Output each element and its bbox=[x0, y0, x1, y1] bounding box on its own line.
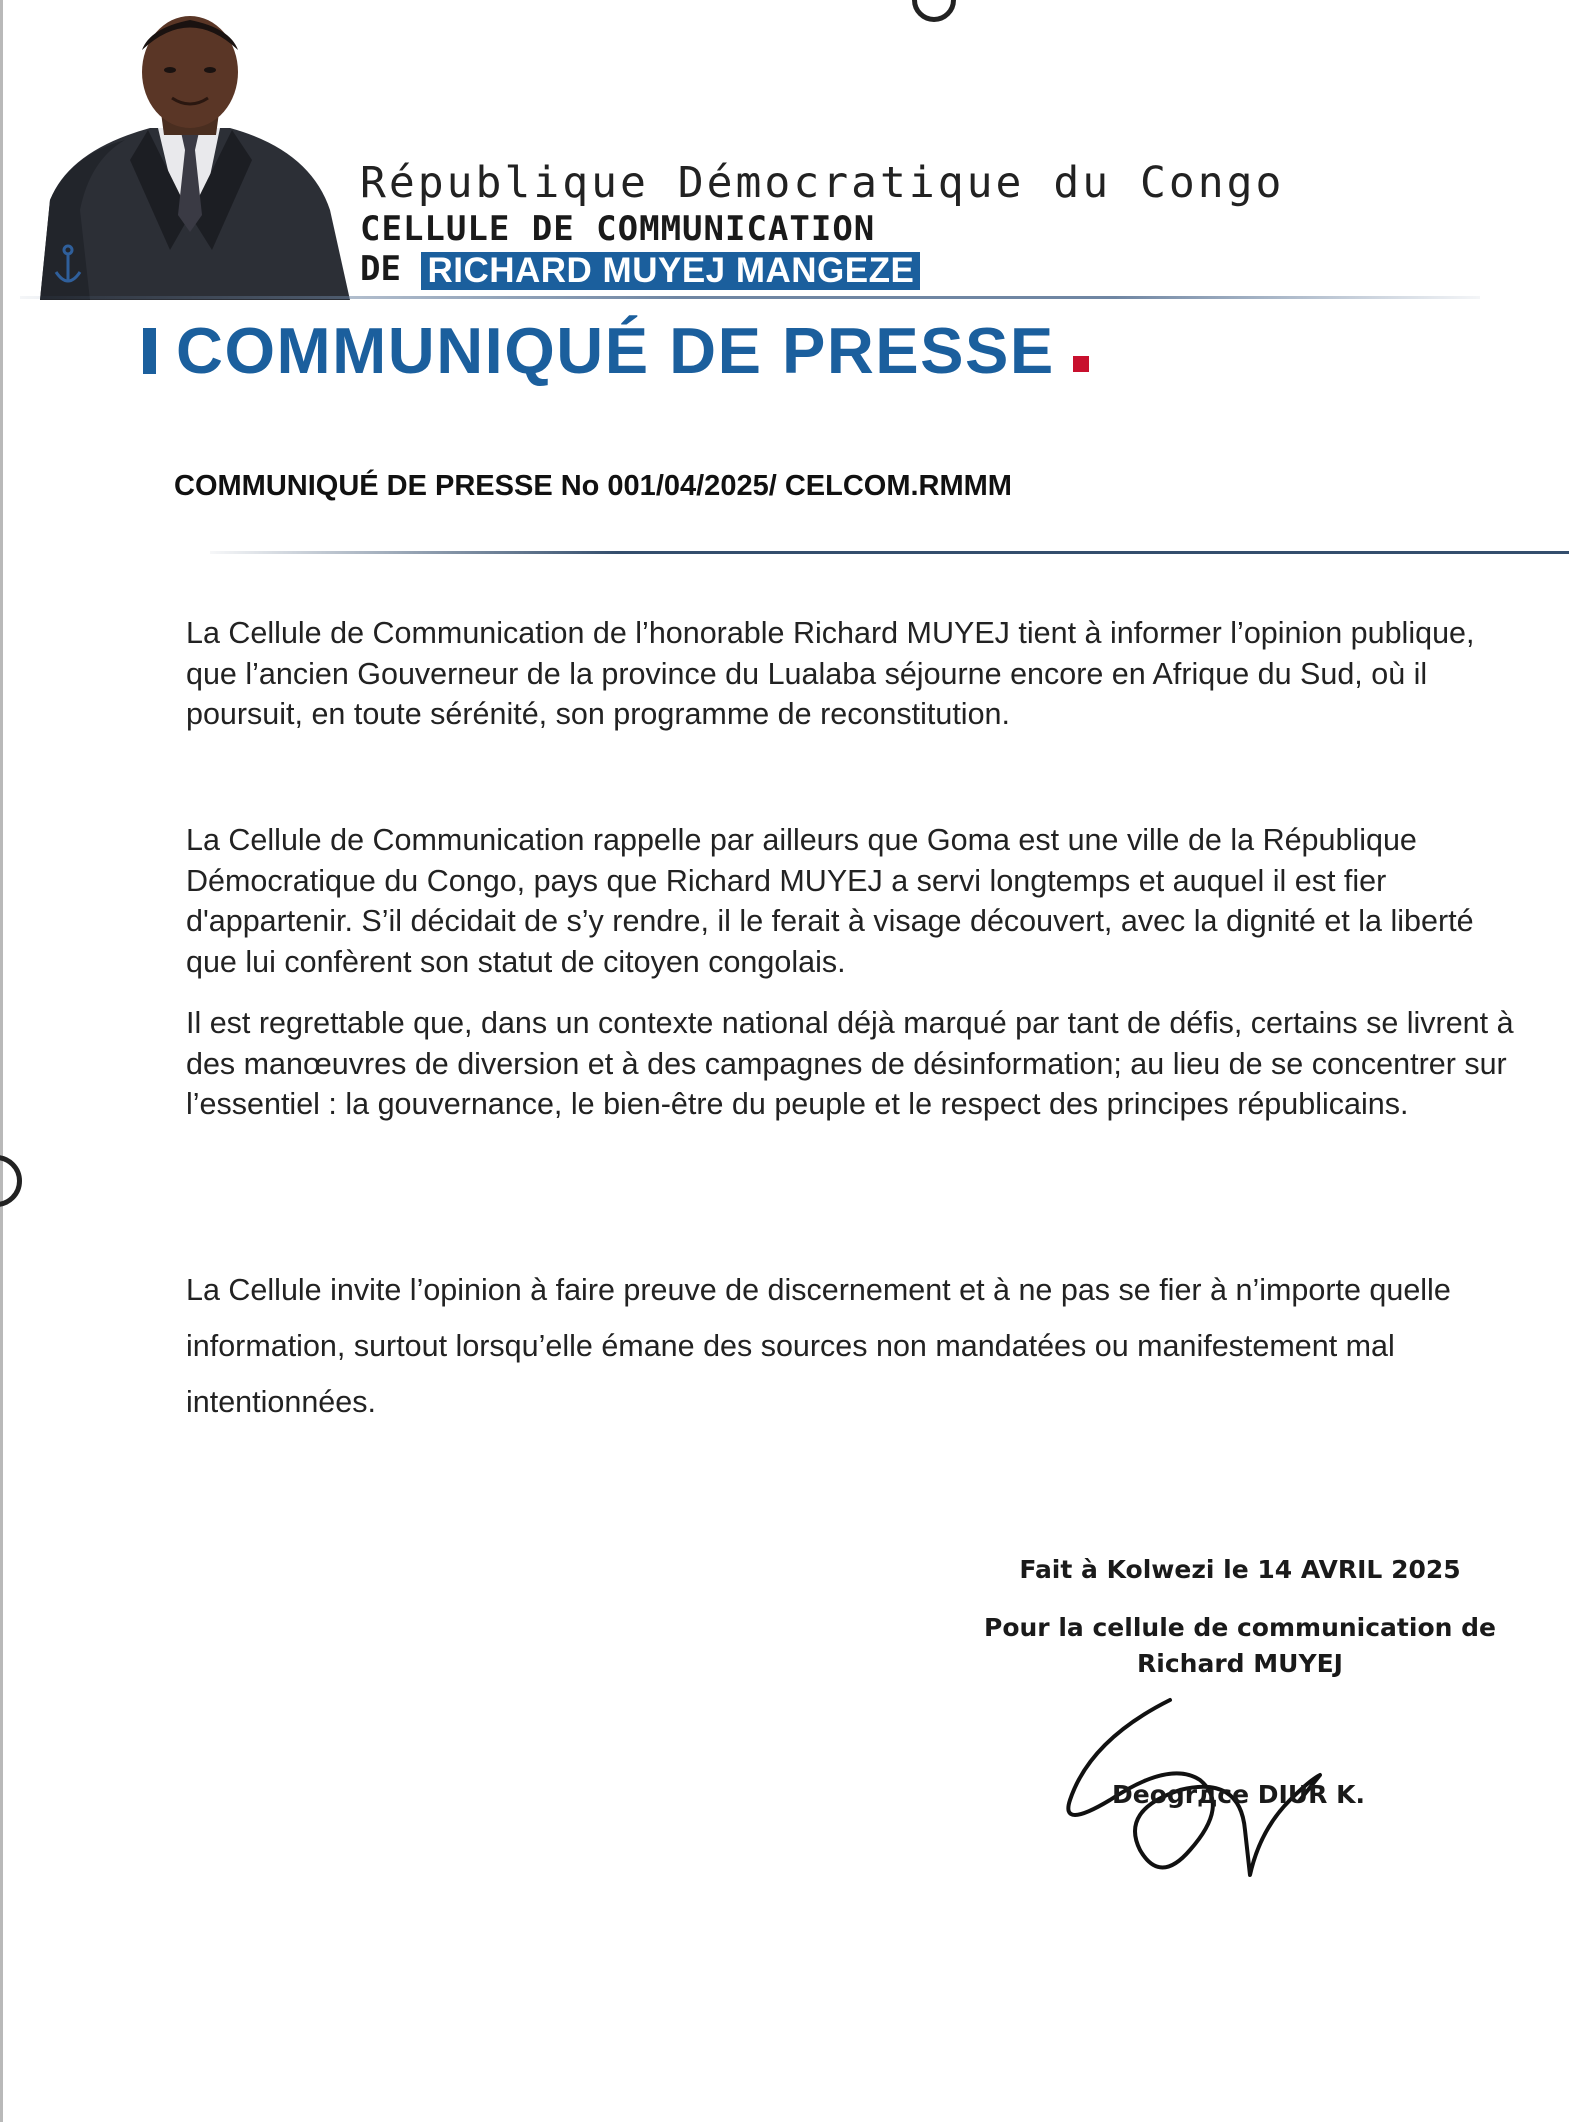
on-behalf-of bbox=[940, 1610, 1540, 1682]
portrait-photo bbox=[30, 10, 350, 300]
person-name-badge: RICHARD MUYEJ MANGEZE bbox=[421, 252, 920, 290]
letterhead bbox=[360, 157, 1520, 290]
reference-number: COMMUNIQUÉ DE PRESSE No 001/04/2025/ CELCOM.RMMM bbox=[174, 470, 1012, 502]
headline-row bbox=[143, 315, 1089, 387]
de-prefix: DE bbox=[360, 249, 401, 289]
paragraph: La Cellule de Communication rappelle par ailleurs que Goma est une ville de la République Démocratique du Congo, pays que Richard MUYEJ a servi longtemps et auquel il est fier d'appartenir. S’il décidait de s’y rendre, il le ferait à visage découvert, avec la dignité et la liberté que lui confèrent son statut de citoyen congolais. bbox=[186, 823, 1474, 979]
punch-hole-left bbox=[0, 1155, 22, 1207]
unit-title: CELLULE DE COMMUNICATION bbox=[360, 209, 876, 249]
paragraph: Il est regrettable que, dans un contexte national déjà marqué par tant de défis, certains se livrent à des manœuvres de diversion et à des campagnes de désinformation; au lieu de se concentrer sur l’essentiel : la gouvernance, le bien-être du peuple et le respect des principes républicains. bbox=[186, 1006, 1514, 1121]
signer-name: Deogrдce DIUR K. bbox=[1112, 1780, 1365, 1809]
punch-hole-top bbox=[912, 0, 956, 22]
place-date: Fait à Kolwezi le 14 AVRIL 2025 bbox=[1019, 1555, 1461, 1584]
blue-bar-mark bbox=[143, 328, 156, 374]
reference-divider bbox=[210, 551, 1569, 554]
on-behalf-line-1: Pour la cellule de communication de bbox=[984, 1613, 1496, 1642]
paragraph: La Cellule invite l’opinion à faire preuve de discernement et à ne pas se fier à n’importe quelle information, surtout lorsqu’elle émane des sources non mandatées ou manifestement mal intentionnées. bbox=[186, 1273, 1451, 1419]
header-divider bbox=[20, 296, 1480, 299]
page-left-edge bbox=[0, 0, 3, 2122]
red-square-mark bbox=[1073, 356, 1089, 372]
unit-owner-line bbox=[360, 249, 1520, 290]
on-behalf-line-2: Richard MUYEJ bbox=[1137, 1649, 1343, 1678]
page-title: COMMUNIQUÉ DE PRESSE bbox=[176, 314, 1055, 387]
paragraph: La Cellule de Communication de l’honorable Richard MUYEJ tient à informer l’opinion publique, que l’ancien Gouverneur de la province du Lualaba séjourne encore en Afrique du Sud, où il poursuit, en toute sérénité, son programme de reconstitution. bbox=[186, 616, 1475, 731]
country-title: République Démocratique du Congo bbox=[360, 158, 1285, 208]
